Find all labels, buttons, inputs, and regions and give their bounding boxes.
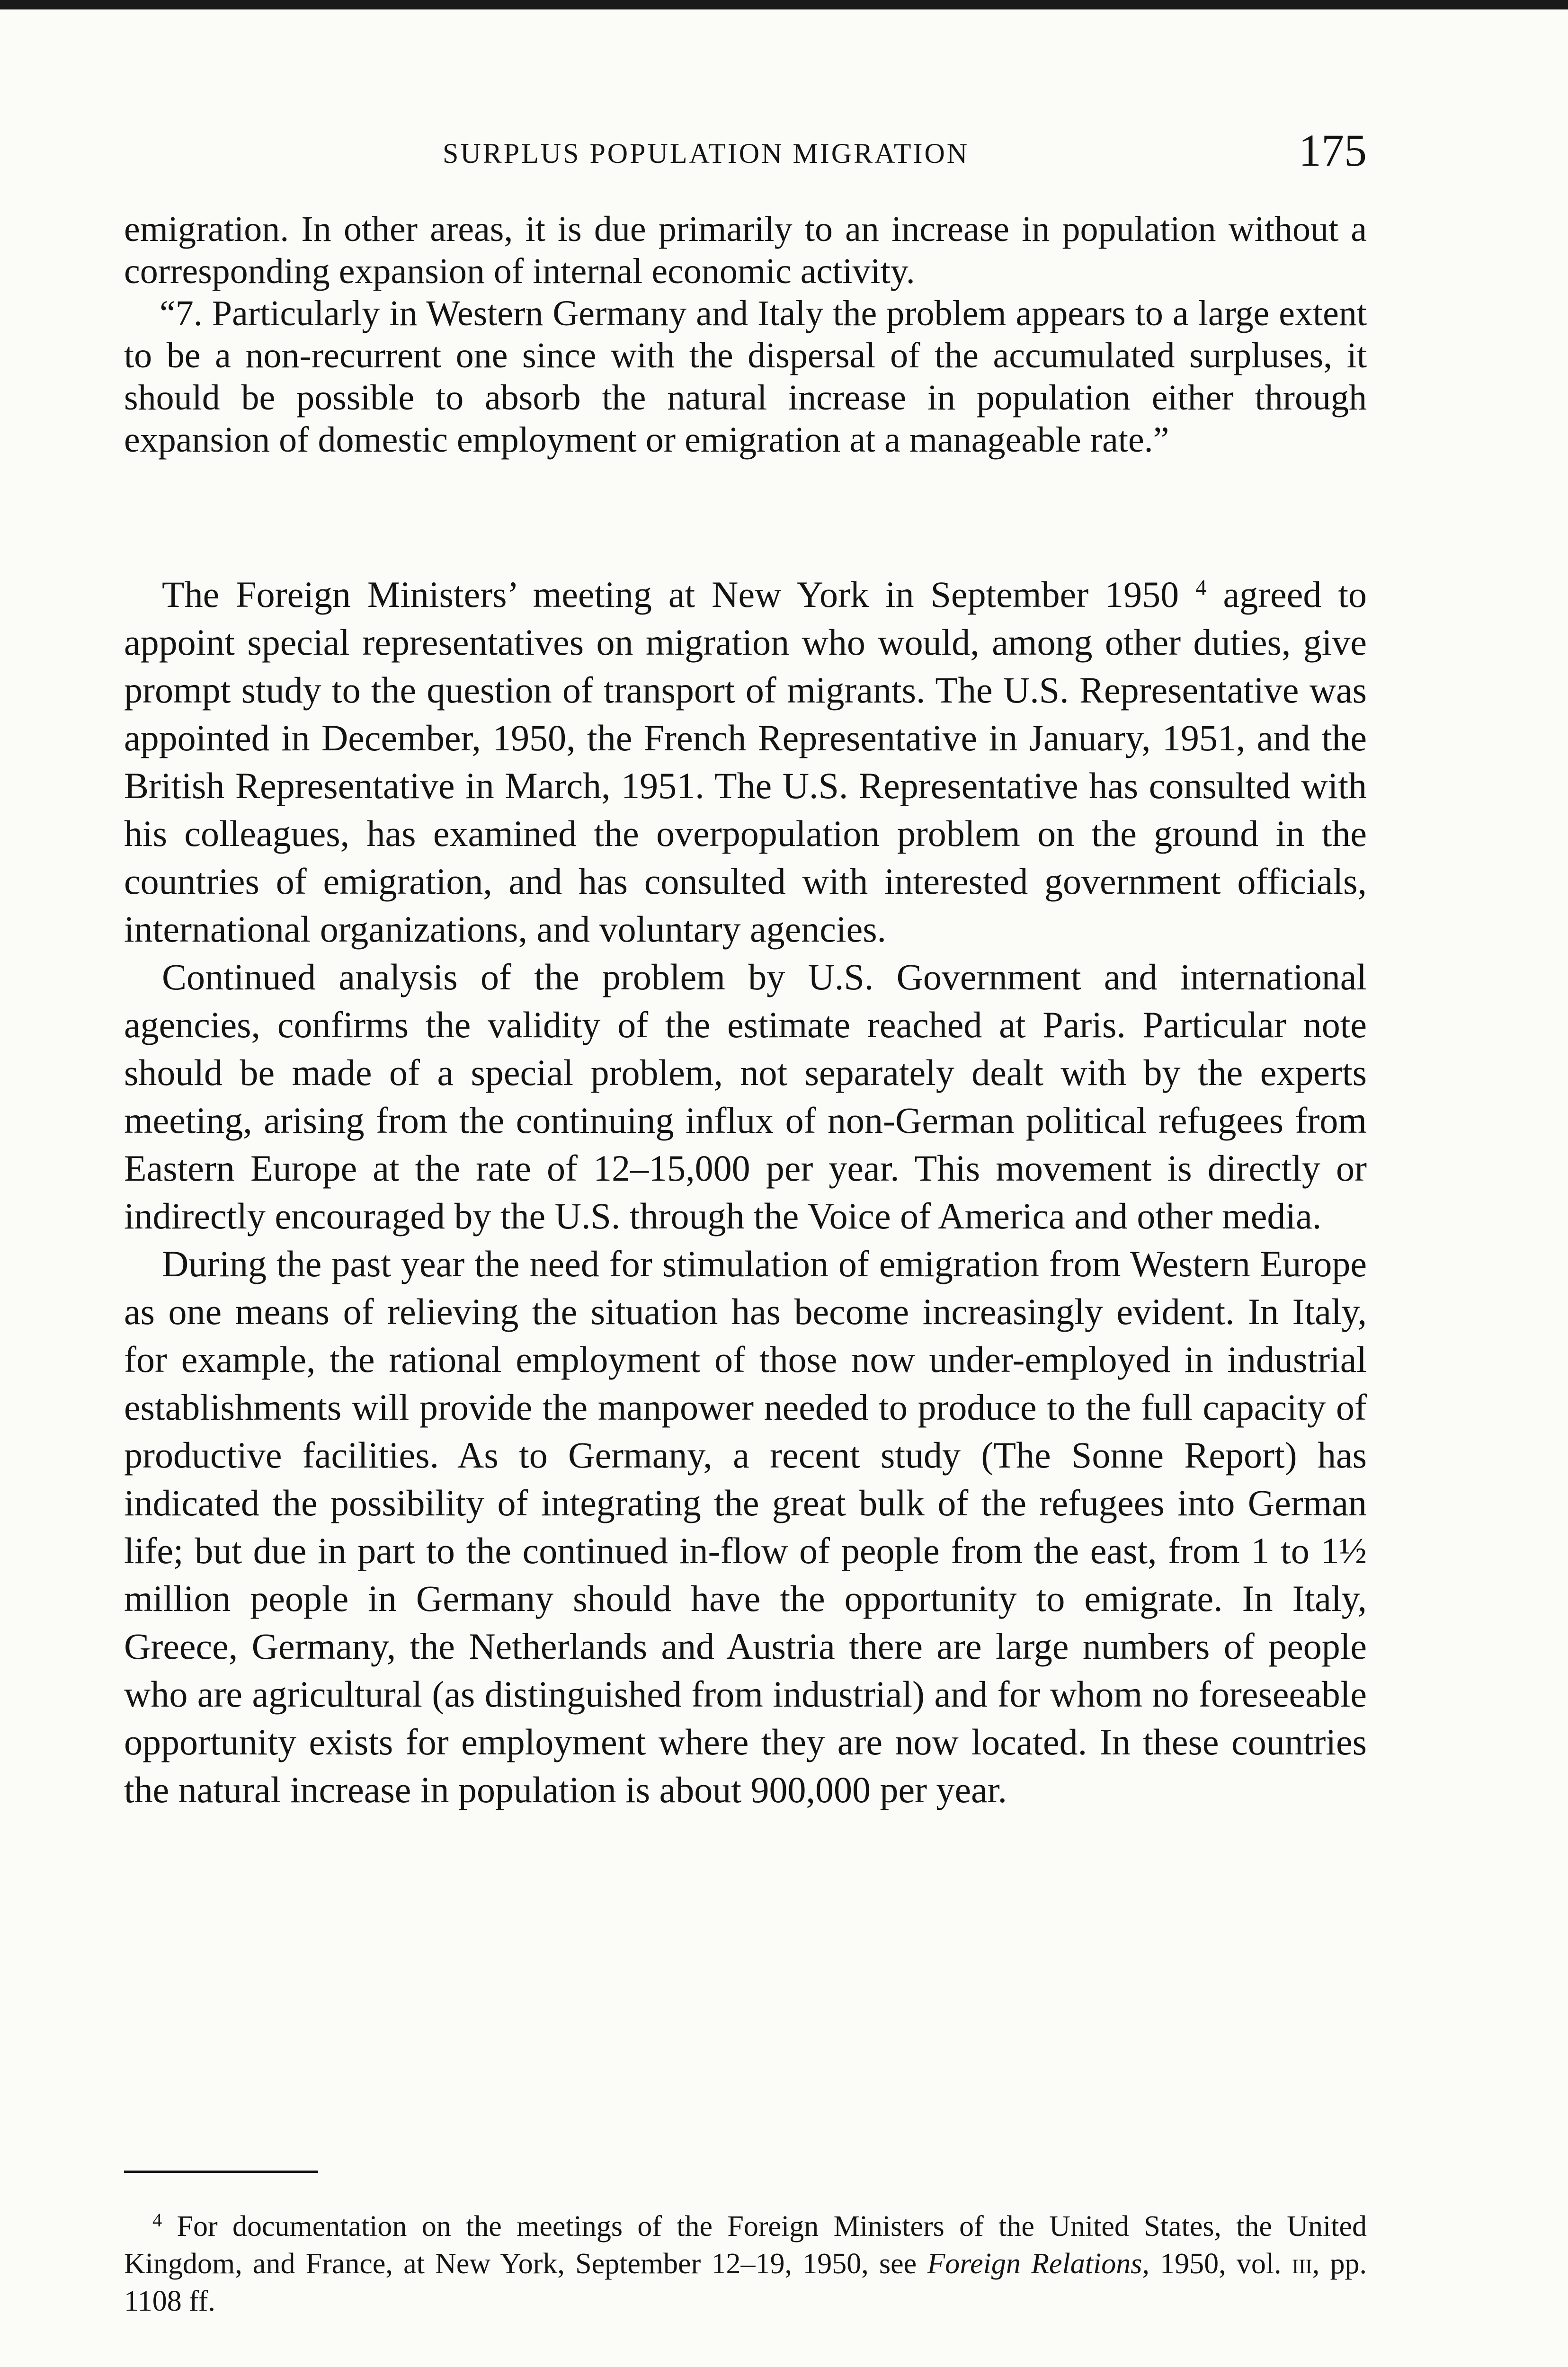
quote-paragraph: “7. Particularly in Western Germany and Italy the problem appears to a large extent to be a non-recurrent one since with the dispersal of the accumulated surpluses, it should be possible to absorb the natural increase in population either through expansion of domestic employment or emigration at a manageable rate.”: [124, 294, 1367, 460]
body-text: [124, 570, 1367, 1814]
running-head: SURPLUS POPULATION MIGRATION: [443, 138, 970, 169]
footnote-separator: [124, 2171, 318, 2173]
footnote-volume-number: iii: [1292, 2248, 1312, 2280]
footnote-source-title: Foreign Relations,: [927, 2248, 1149, 2280]
footnote-pages: , pp. 1108 ff.: [124, 2248, 1367, 2318]
body-paragraph: Continued analysis of the problem by U.S. Government and international agencies, confirms the validity of the estimate reached at Paris. Particular note should be made of a special problem, not separately dealt with by the experts meeting, arising from the continuing influx of non-German political refugees from Eastern Europe at the rate of 12–15,000 per year. This movement is directly or indirectly encouraged by the U.S. through the Voice of America and other media.: [124, 956, 1367, 1237]
body-paragraph: During the past year the need for stimulation of emigration from Western Europe as one means of relieving the situation has become increasingly evident. In Italy, for example, the rational employment of those now under-employed in industrial establishments will provide the manpower needed to produce to the full capacity of productive facilities. As to Germany, a recent study (The Sonne Report) has indicated the possibility of integrating the great bulk of the refugees into German life; but due in part to the continued in-flow of people from the east, from 1 to 1½ million people in Germany should have the opportunity to emigrate. In Italy, Greece, Germany, the Netherlands and Austria there are large numbers of people who are agricultural (as distinguished from industrial) and for whom no foreseeable opportunity exists for employment where they are now located. In these countries the natural increase in population is about 900,000 per year.: [124, 1243, 1367, 1810]
body-text-run: agreed to appoint special representatives on migration who would, among other duties, give prompt study to the question of transport of migrants. The U.S. Representative was appointed in December, 1950, the French Representative in January, 1951, and the British Representative in March, 1951. The U.S. Representative has consulted with his colleagues, has examined the overpopulation problem on the ground in the countries of emigration, and has consulted with interested government officials, international organizations, and voluntary agencies.: [124, 574, 1367, 950]
quoted-report-excerpt: [124, 208, 1367, 461]
footnote-reference: 4: [1195, 575, 1207, 600]
quote-paragraph: emigration. In other areas, it is due primarily to an increase in population without a corresponding expansion of internal economic activity.: [124, 209, 1367, 291]
footnote-label: 4: [152, 2209, 162, 2231]
top-edge-rule: [0, 0, 1568, 9]
footnote-year-volume: 1950, vol.: [1160, 2248, 1282, 2280]
footnotes: [124, 2201, 1367, 2320]
footnote-text: For documentation on the meetings of the Foreign Ministers of the United States, the United Kingdom, and France, at New York, September 12–19, 1950, see: [124, 2210, 1367, 2280]
body-paragraph: [124, 570, 1367, 953]
footnote: [124, 2201, 1367, 2320]
page-number: 175: [1299, 125, 1367, 176]
body-text-run: The Foreign Ministers’ meeting at New York in September 1950: [162, 574, 1179, 615]
